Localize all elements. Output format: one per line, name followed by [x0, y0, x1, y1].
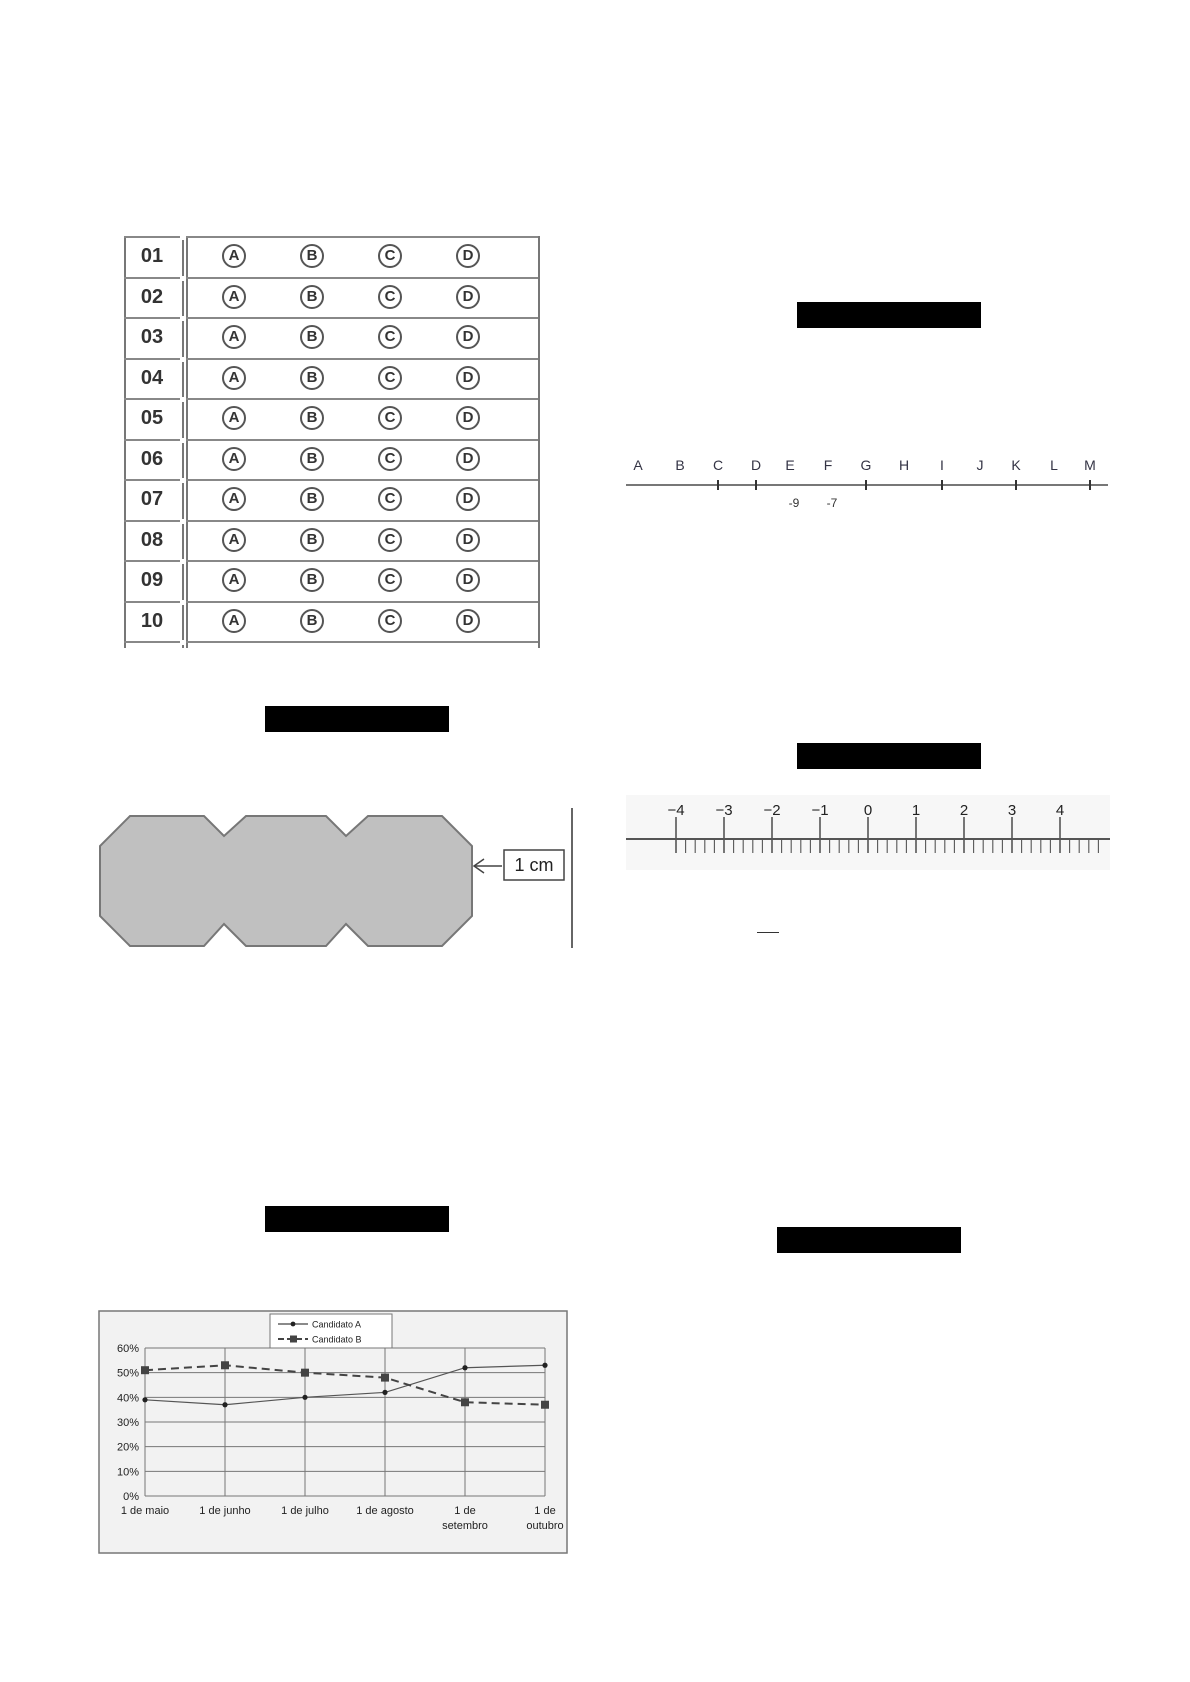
series-a-point	[382, 1390, 387, 1395]
answer-bubble-d[interactable]: D	[456, 406, 480, 430]
answer-bubble-d[interactable]: D	[456, 609, 480, 633]
chart-y-tick-label: 30%	[116, 1417, 139, 1429]
ruler-label: 1	[911, 802, 921, 819]
callout-label: 1 cm	[514, 855, 554, 875]
answer-bubble-d[interactable]: D	[456, 244, 480, 268]
line-chart	[98, 1310, 568, 1554]
redacted-label-1	[797, 302, 981, 328]
answer-bubble-a[interactable]: A	[222, 609, 246, 633]
ruler-label: 4	[1055, 802, 1065, 819]
answer-bubble-b[interactable]: B	[300, 447, 324, 471]
ruler-label: −1	[811, 802, 829, 819]
point-letter-c: C	[712, 457, 724, 473]
answer-row	[124, 520, 538, 560]
answer-bubble-c[interactable]: C	[378, 244, 402, 268]
answer-bubble-d[interactable]: D	[456, 568, 480, 592]
answer-bubble-a[interactable]: A	[222, 568, 246, 592]
chart-x-tick-label: 1 de julho	[281, 1505, 329, 1517]
answer-bubble-c[interactable]: C	[378, 447, 402, 471]
answer-bubble-b[interactable]: B	[300, 487, 324, 511]
series-a-point	[142, 1397, 147, 1402]
answer-bubble-d[interactable]: D	[456, 447, 480, 471]
answer-bubble-d[interactable]: D	[456, 528, 480, 552]
point-letter-e: E	[785, 457, 795, 473]
answer-bubble-a[interactable]: A	[222, 285, 246, 309]
answer-bubble-c[interactable]: C	[378, 609, 402, 633]
sheet-row-divider	[124, 641, 538, 643]
ruler-label: −3	[715, 802, 733, 819]
point-value-label: -9	[788, 496, 800, 510]
chart-x-tick-label: 1 de agosto	[356, 1505, 414, 1517]
answer-sheet	[124, 236, 538, 648]
point-letter-m: M	[1084, 457, 1096, 473]
redacted-label-4	[265, 1206, 449, 1232]
answer-bubble-b[interactable]: B	[300, 406, 324, 430]
point-letter-l: L	[1050, 457, 1058, 473]
answer-bubble-c[interactable]: C	[378, 366, 402, 390]
answer-bubble-b[interactable]: B	[300, 285, 324, 309]
chart-x-tick-label: setembro	[442, 1520, 488, 1532]
redacted-label-3	[797, 743, 981, 769]
question-number: 03	[140, 326, 164, 348]
question-number: 01	[140, 245, 164, 267]
series-b-point	[461, 1398, 469, 1406]
question-number: 07	[140, 488, 164, 510]
answer-bubble-d[interactable]: D	[456, 366, 480, 390]
small-dash-mark	[757, 932, 779, 933]
ruler-label: −4	[667, 802, 685, 819]
point-letter-k: K	[1011, 457, 1021, 473]
legend-swatch-marker	[290, 1336, 297, 1343]
answer-bubble-a[interactable]: A	[222, 366, 246, 390]
redacted-label-2	[265, 706, 449, 732]
chart-y-tick-label: 50%	[116, 1367, 139, 1380]
series-b-point	[221, 1361, 229, 1369]
chart-y-tick-label: 10%	[116, 1466, 139, 1479]
question-number: 08	[140, 528, 164, 551]
answer-bubble-b[interactable]: B	[300, 528, 324, 552]
answer-bubble-a[interactable]: A	[222, 447, 246, 471]
answer-bubble-a[interactable]: A	[222, 325, 246, 349]
answer-bubble-c[interactable]: C	[378, 568, 402, 592]
series-a-point	[462, 1365, 467, 1370]
answer-bubble-c[interactable]: C	[378, 325, 402, 349]
answer-row	[124, 236, 538, 276]
point-letter-i: I	[940, 457, 944, 473]
answer-bubble-d[interactable]: D	[456, 487, 480, 511]
answer-bubble-b[interactable]: B	[300, 244, 324, 268]
chart-x-tick-label: 1 de maio	[120, 1505, 170, 1517]
answer-bubble-c[interactable]: C	[378, 406, 402, 430]
ruler-label: 2	[959, 802, 969, 819]
answer-row	[124, 560, 538, 600]
chart-x-tick-label: 1 de	[454, 1505, 476, 1517]
chart-x-tick-label: outubro	[526, 1520, 564, 1532]
series-b-point	[141, 1366, 149, 1374]
answer-row	[124, 277, 538, 317]
question-number: 09	[140, 569, 164, 591]
answer-row	[124, 479, 538, 519]
octagon-chain-shape	[100, 816, 472, 946]
answer-bubble-a[interactable]: A	[222, 528, 246, 552]
point-letter-g: G	[860, 457, 872, 473]
point-letter-a: A	[633, 457, 643, 473]
octagon-figure	[96, 808, 576, 948]
answer-bubble-d[interactable]: D	[456, 325, 480, 349]
answer-bubble-b[interactable]: B	[300, 325, 324, 349]
answer-bubble-a[interactable]: A	[222, 487, 246, 511]
question-number: 02	[140, 285, 164, 308]
chart-y-tick-label: 20%	[116, 1441, 139, 1454]
divider-gap	[180, 640, 186, 645]
legend-swatch-marker	[291, 1322, 296, 1327]
point-value-label: -7	[826, 496, 838, 510]
series-a-point	[302, 1395, 307, 1400]
legend-label: Candidato A	[312, 1319, 362, 1330]
point-letter-h: H	[898, 457, 910, 473]
point-letter-f: F	[823, 457, 833, 473]
question-number: 04	[140, 366, 164, 389]
answer-row	[124, 439, 538, 479]
answer-row	[124, 398, 538, 438]
answer-bubble-c[interactable]: C	[378, 487, 402, 511]
question-number: 05	[140, 407, 164, 429]
answer-bubble-b[interactable]: B	[300, 609, 324, 633]
chart-x-tick-label: 1 de	[534, 1505, 556, 1517]
chart-y-tick-label: 40%	[116, 1392, 139, 1405]
answer-row	[124, 601, 538, 641]
answer-bubble-c[interactable]: C	[378, 528, 402, 552]
answer-bubble-d[interactable]: D	[456, 285, 480, 309]
series-b-point	[541, 1401, 549, 1409]
point-letter-b: B	[675, 457, 685, 473]
series-a-point	[542, 1363, 547, 1368]
ruler-label: 0	[863, 802, 873, 819]
answer-bubble-b[interactable]: B	[300, 366, 324, 390]
answer-bubble-c[interactable]: C	[378, 285, 402, 309]
ruler-label: 3	[1007, 802, 1017, 819]
point-letter-d: D	[750, 457, 762, 473]
chart-y-tick-label: 60%	[116, 1343, 139, 1355]
answer-bubble-b[interactable]: B	[300, 568, 324, 592]
point-letter-j: J	[976, 457, 984, 473]
ruler-number-line	[626, 795, 1110, 870]
answer-row	[124, 358, 538, 398]
series-a-point	[222, 1402, 227, 1407]
legend-label: Candidato B	[312, 1334, 362, 1345]
ruler-label: −2	[763, 802, 781, 819]
question-number: 10	[140, 609, 164, 632]
chart-y-tick-label: 0%	[123, 1491, 139, 1503]
redacted-label-5	[777, 1227, 961, 1253]
answer-bubble-a[interactable]: A	[222, 406, 246, 430]
series-b-point	[381, 1374, 389, 1382]
series-b-point	[301, 1369, 309, 1377]
answer-row	[124, 317, 538, 357]
letter-number-line	[626, 452, 1110, 514]
question-number: 06	[140, 447, 164, 470]
answer-bubble-a[interactable]: A	[222, 244, 246, 268]
chart-x-tick-label: 1 de junho	[199, 1505, 251, 1517]
